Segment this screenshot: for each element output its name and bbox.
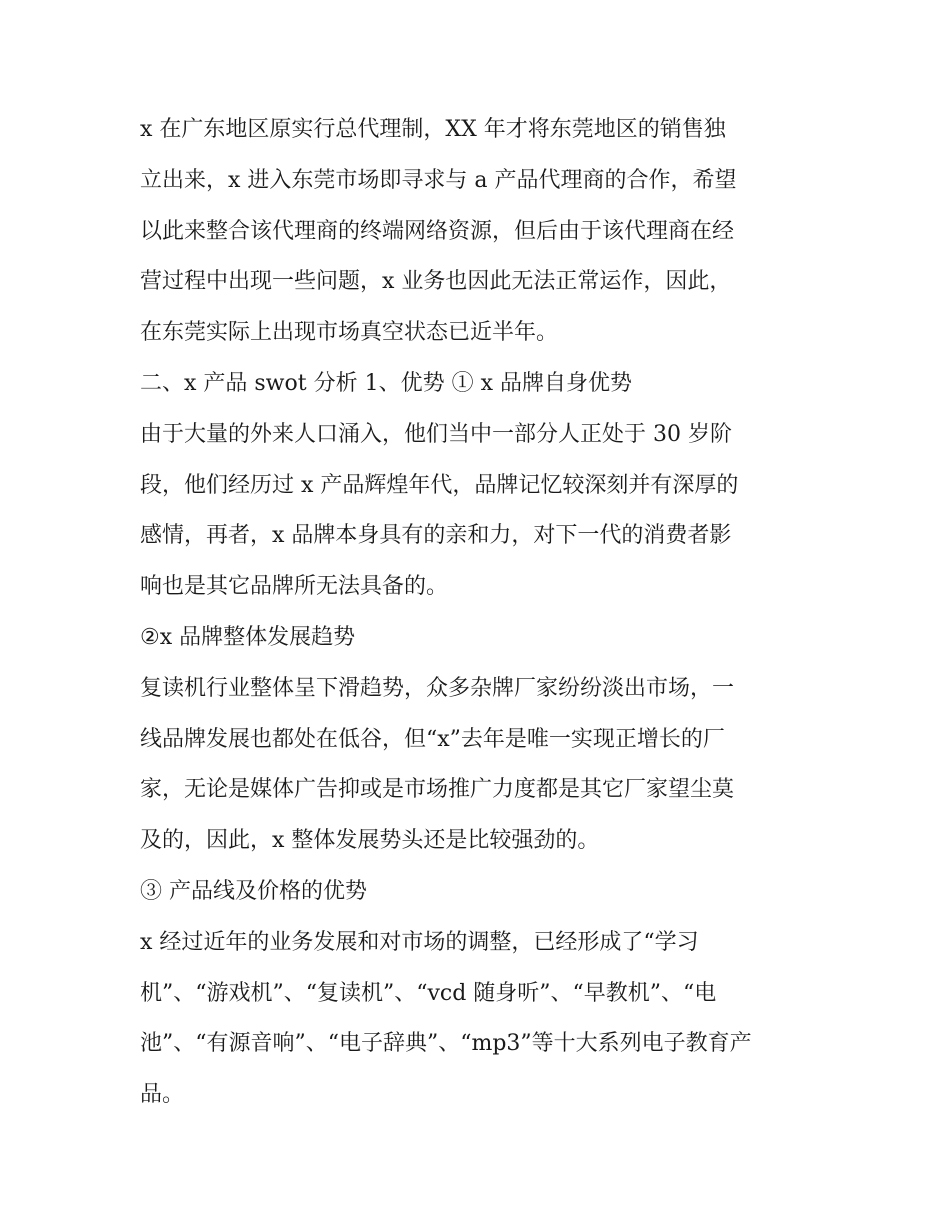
text-line: 营过程中出现一些问题，x 业务也因此无法正常运作，因此， — [140, 269, 732, 295]
text-line: 家，无论是媒体广告抑或是市场推广力度都是其它厂家望尘莫 — [140, 777, 735, 803]
subsection-heading: ③ 产品线及价格的优势 — [140, 878, 367, 904]
text-line: 复读机行业整体呈下滑趋势，众多杂牌厂家纷纷淡出市场，一 — [140, 675, 735, 701]
text-line: 品。 — [140, 1082, 185, 1108]
text-line: 段，他们经历过 x 产品辉煌年代，品牌记忆较深刻并有深厚的 — [140, 472, 739, 498]
text-line: 感情，再者，x 品牌本身具有的亲和力，对下一代的消费者影 — [140, 523, 732, 549]
subsection-heading: ②x 品牌整体发展趋势 — [140, 624, 356, 650]
text-line: 机”、“游戏机”、“复读机”、“vcd 随身听”、“早教机”、“电 — [140, 980, 717, 1006]
text-line: 由于大量的外来人口涌入，他们当中一部分人正处于 30 岁阶 — [140, 421, 732, 447]
text-line: 池”、“有源音响”、“电子辞典”、“mp3”等十大系列电子教育产 — [140, 1031, 752, 1057]
text-line: 及的，因此，x 整体发展势头还是比较强劲的。 — [140, 828, 600, 854]
text-line: 响也是其它品牌所无法具备的。 — [140, 574, 449, 600]
document-body — [140, 105, 820, 1121]
text-line: 在东莞实际上出现市场真空状态已近半年。 — [140, 320, 559, 346]
section-heading: 二、x 产品 swot 分析 1、优势 ① x 品牌自身优势 — [140, 370, 632, 396]
text-line: 以此来整合该代理商的终端网络资源，但后由于该代理商在经 — [140, 218, 735, 244]
text-line: 线品牌发展也都处在低谷，但“x”去年是唯一实现正增长的厂 — [140, 726, 725, 752]
text-line: x 在广东地区原实行总代理制，XX 年才将东莞地区的销售独 — [140, 117, 726, 142]
text-line: x 经过近年的业务发展和对市场的调整，已经形成了“学习 — [140, 929, 699, 955]
text-line: 立出来，x 进入东莞市场即寻求与 a 产品代理商的合作，希望 — [140, 167, 737, 193]
